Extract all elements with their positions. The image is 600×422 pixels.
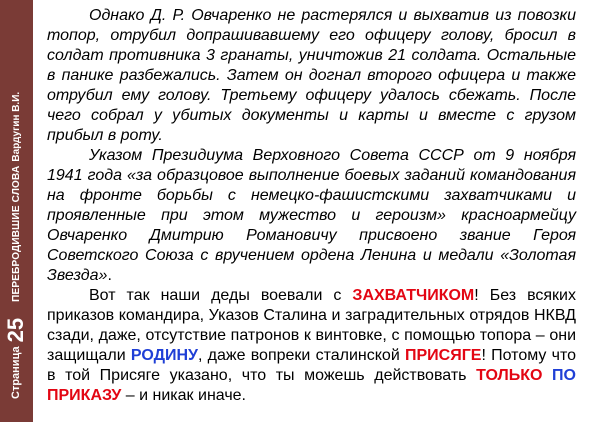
highlight-order: ПРИКАЗУ: [47, 387, 122, 404]
paragraph-2-text: Указом Президиума Верховного Совета СССР от 9 ноября 1941 года «за образцовое выполнение боевых заданий командования на фронте борьбы с немецко-фашистскими захватчиками и проявленные при этом мужество и героизм» красноармейцу Овчаренко Дмитрию Романовичу присвоено звание Героя Советского Союза с вручением ордена Ленина и медали «Золотая Звезда»: [47, 147, 576, 284]
paragraph-3-text-e: – и никак иначе.: [121, 387, 246, 404]
page-number: 25: [3, 317, 28, 343]
paragraph-3-text-b: ! Без всяких приказов командира, Указов Сталина и заградительных отрядов НКВД сзади, даже, отсутствие патронов к винтовке, с помощью топора – они защищали: [47, 287, 576, 364]
highlight-only: ТОЛЬКО: [476, 367, 543, 384]
paragraph-1: Однако Д. Р. Овчаренко не растерялся и выхватив из повозки топор, отрубил допрашивавшему его офицеру голову, бросил в солдат противника 3 гранаты, уничтожив 21 солдата. Остальные в панике разбежались. Затем он догнал второго офицера и также отрубил ему голову. Третьему офицеру удалось сбежать. После чего собрал у убитых документы и карты и вместе с грузом прибыл в роту.: [47, 7, 576, 144]
paragraph-2: [47, 146, 576, 286]
paragraph-2-end: .: [107, 267, 112, 284]
page-label: Страница: [10, 346, 22, 399]
author-name: Вардугин В.И.: [10, 91, 22, 162]
highlight-by: ПО: [552, 367, 576, 384]
section-title: ПЕРЕБРОДИВШИЕ СЛОВА: [10, 165, 22, 302]
sidebar: [0, 0, 33, 422]
highlight-motherland: РОДИНУ: [130, 347, 199, 364]
paragraph-3: [47, 286, 576, 406]
paragraph-3-text-c: , даже вопреки сталинской: [198, 347, 405, 364]
highlight-invader: ЗАХВАТЧИКОМ: [352, 287, 475, 304]
sidebar-caption: [3, 92, 29, 399]
paragraph-3-text-d: ! Потому что в той Присяге указано, что ты можешь действовать: [47, 347, 576, 384]
paragraph-3-text-a: Вот так наши деды воевали с: [89, 287, 353, 304]
highlight-oath: ПРИСЯГЕ: [404, 347, 482, 364]
page-text: [47, 6, 576, 406]
